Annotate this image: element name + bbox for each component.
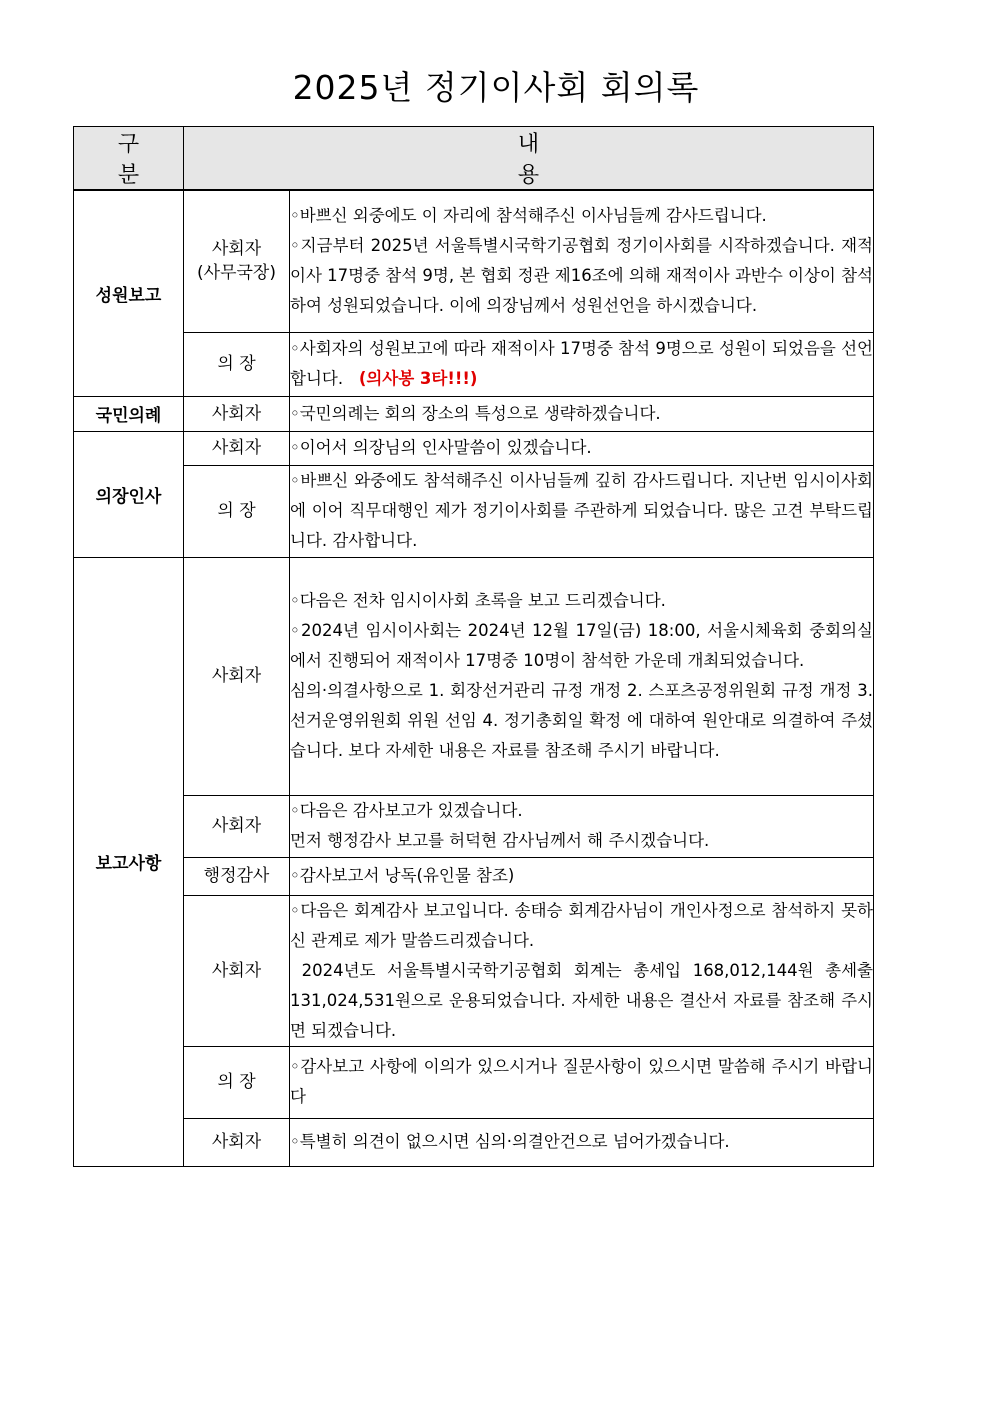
content-paragraph [290, 334, 873, 394]
table-row [74, 431, 874, 465]
speaker-cell: 사회자 [184, 557, 290, 795]
speaker-cell: 행정감사 [184, 857, 290, 895]
speaker-cell: 사회자 [184, 396, 290, 431]
content-paragraph: ◦다음은 회계감사 보고입니다. 송태승 회계감사님이 개인사정으로 참석하지 못하신 관계로 제가 말씀드리겠습니다. [290, 900, 873, 950]
section-reports: 보고사항 [74, 557, 184, 1166]
content-cell [290, 895, 879, 1046]
content-cell [290, 332, 874, 396]
content-paragraph: ◦이어서 의장님의 인사말씀이 있겠습니다. [290, 438, 592, 457]
table-row [74, 895, 874, 1046]
table-row [74, 465, 874, 557]
table-row [74, 1046, 874, 1118]
section-national-ceremony: 국민의례 [74, 396, 184, 431]
speaker-label: 의 장 [217, 354, 256, 374]
table-row [74, 857, 874, 895]
minutes-table [73, 126, 879, 1167]
content-paragraph: ◦특별히 의견이 없으시면 심의·의결안건으로 넘어가겠습니다. [290, 1132, 730, 1151]
content-cell [290, 795, 874, 857]
content-cell [290, 396, 874, 431]
gavel-note: (의사봉 3타!!!) [358, 369, 478, 388]
header-content: 내 용 [184, 127, 874, 191]
section-chair-greeting: 의장인사 [74, 431, 184, 557]
content-paragraph: ◦2024년 임시이사회는 2024년 12월 17일(금) 18:00, 서울시체육회 중회의실에서 진행되어 재적이사 17명중 10명이 참석한 가운데 개최되었습니다. [290, 621, 873, 670]
content-paragraph: ◦다음은 감사보고가 있겠습니다. [290, 801, 523, 820]
table-row [74, 190, 874, 332]
content-paragraph: ◦지금부터 2025년 서울특별시국학기공협회 정기이사회를 시작하겠습니다. 재적이사 17명중 참석 9명, 본 협회 정관 제16조에 의해 재적이사 과반수 이상이 참석하여 성원되었습니다. 이에 의장님께서 성원선언을 하시겠습니다. [290, 236, 873, 316]
speaker-cell: 사회자 [184, 795, 290, 857]
content-paragraph: ◦바쁘신 외중에도 이 자리에 참석해주신 이사님들께 감사드립니다. [290, 206, 767, 226]
speaker-sublabel: (사무국장) [197, 263, 276, 284]
header-section: 구 분 [74, 127, 184, 191]
table-row [74, 557, 874, 795]
content-cell [290, 1118, 874, 1166]
content-cell [290, 431, 874, 465]
content-paragraph: 2024년도 서울특별시국학기공협회 회계는 총세입 168,012,144원 총세출 131,024,531원으로 운용되었습니다. 자세한 내용은 결산서 자료를 참조해 주시면 되겠습니다. [290, 960, 879, 1040]
speaker-cell: 의 장 [184, 1046, 290, 1118]
content-cell [290, 465, 874, 557]
table-row [74, 332, 874, 396]
content-paragraph: ◦바쁘신 와중에도 참석해주신 이사님들께 깊히 감사드립니다. 지난번 임시이사회에 이어 직무대행인 제가 정기이사회를 주관하게 되었습니다. 많은 고견 부탁드립니다. 감사합니다. [290, 471, 873, 550]
content-paragraph: ◦감사보고서 낭독(유인물 참조) [290, 866, 515, 885]
content-paragraph: ◦국민의례는 회의 장소의 특성으로 생략하겠습니다. [290, 403, 661, 423]
speaker-label: 사회자 [211, 239, 262, 260]
content-text: ◦사회자의 성원보고에 따라 재적이사 17명중 참석 9명으로 성원이 되었음을 선언합니다. [290, 339, 873, 388]
table-header-row [74, 127, 874, 191]
speaker-cell [184, 190, 290, 332]
content-cell [290, 857, 874, 895]
table-row [74, 795, 874, 857]
content-cell [290, 1046, 874, 1118]
content-paragraph: ◦감사보고 사항에 이의가 있으시거나 질문사항이 있으시면 말씀해 주시기 바랍니다 [290, 1057, 873, 1106]
speaker-cell: 사회자 [184, 895, 290, 1046]
content-cell [290, 190, 874, 332]
speaker-cell: 의 장 [184, 465, 290, 557]
speaker-cell: 사회자 [184, 1118, 290, 1166]
content-paragraph: ◦다음은 전차 임시이사회 초록을 보고 드리겠습니다. [290, 591, 666, 610]
speaker-cell [184, 332, 290, 396]
section-quorum-report: 성원보고 [74, 190, 184, 396]
table-row [74, 396, 874, 431]
content-cell [290, 557, 874, 795]
speaker-cell: 사회자 [184, 431, 290, 465]
table-row [74, 1118, 874, 1166]
content-paragraph: 심의·의결사항으로 1. 회장선거관리 규정 개정 2. 스포츠공정위원회 규정 개정 3. 선거운영위원회 위원 선임 4. 정기총회일 확정 에 대하여 원안대로 의결하여 주셨습니다. 보다 자세한 내용은 자료를 참조해 주시기 바랍니다. [290, 681, 873, 760]
document-title: 2025년 정기이사회 회의록 [292, 68, 700, 107]
content-paragraph: 먼저 행정감사 보고를 허덕현 감사님께서 해 주시겠습니다. [290, 831, 710, 850]
